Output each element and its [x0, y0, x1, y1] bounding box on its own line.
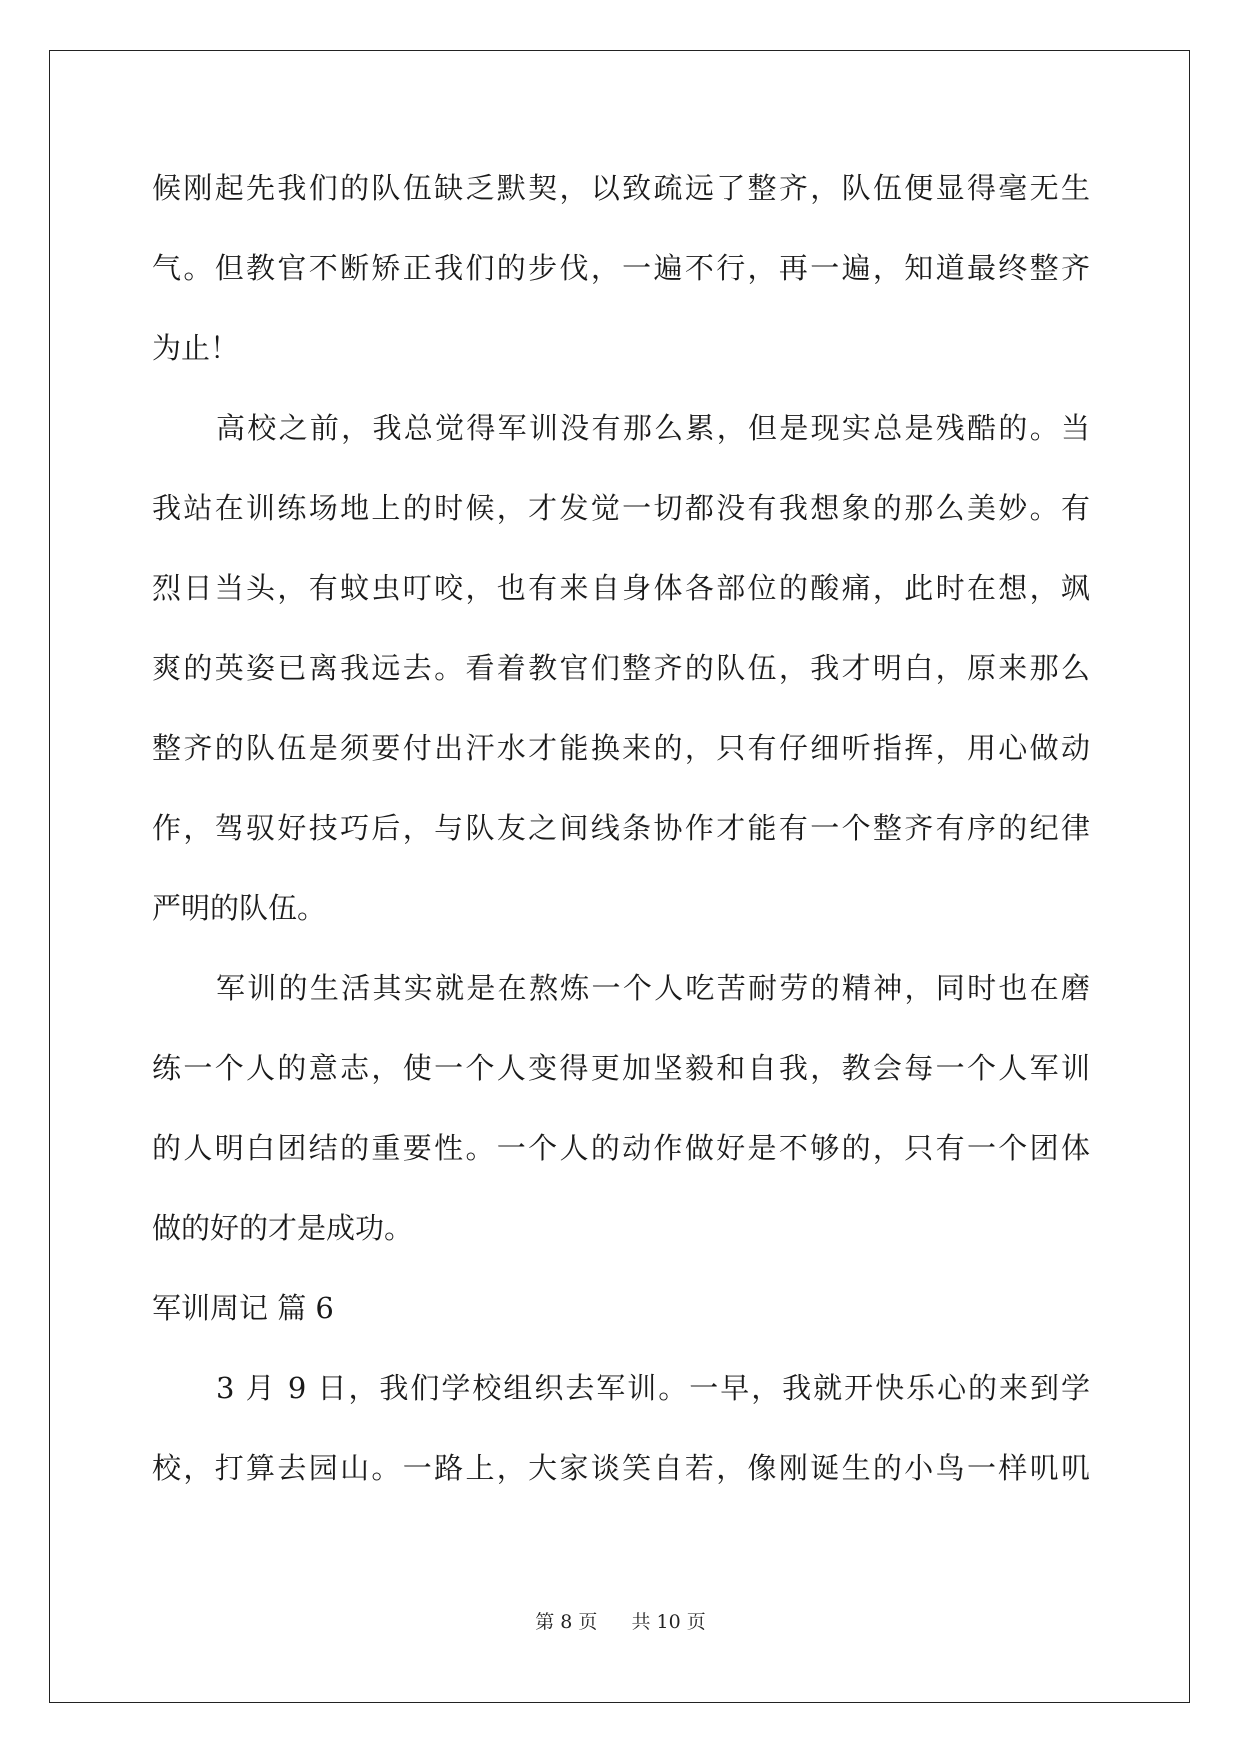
paragraph-start-line: 军训的生活其实就是在熬炼一个人吃苦耐劳的精神，同时也在磨: [216, 971, 1090, 1005]
text-line: 的人明白团结的重要性。一个人的动作做好是不够的，只有一个团体: [152, 1131, 1090, 1165]
text-line: 爽的英姿已离我远去。看着教官们整齐的队伍，我才明白，原来那么: [152, 651, 1090, 685]
text-line: 作，驾驭好技巧后，与队友之间线条协作才能有一个整齐有序的纪律: [152, 811, 1090, 845]
text-line: 整齐的队伍是须要付出汗水才能换来的，只有仔细听指挥，用心做动: [152, 731, 1090, 765]
text-line: 做的好的才是成功。: [152, 1211, 414, 1245]
text-line: 烈日当头，有蚊虫叮咬，也有来自身体各部位的酸痛，此时在想，飒: [152, 571, 1090, 605]
text-line: 严明的队伍。: [152, 891, 327, 925]
paragraph-start-line: 3 月 9 日，我们学校组织去军训。一早，我就开快乐心的来到学: [216, 1371, 1090, 1405]
text-line: 为止！: [152, 331, 240, 365]
text-line: 候刚起先我们的队伍缺乏默契，以致疏远了整齐，队伍便显得毫无生: [152, 171, 1090, 205]
text-line: 练一个人的意志，使一个人变得更加坚毅和自我，教会每一个人军训: [152, 1051, 1090, 1085]
page-total: 共 10 页: [631, 1611, 706, 1633]
page-footer: [0, 1610, 1241, 1634]
text-line: 气。但教官不断矫正我们的步伐，一遍不行，再一遍，知道最终整齐: [152, 251, 1090, 285]
section-heading: 军训周记 篇 6: [152, 1291, 334, 1325]
page-number: 第 8 页: [535, 1611, 598, 1633]
paragraph-start-line: 高校之前，我总觉得军训没有那么累，但是现实总是残酷的。当: [216, 411, 1090, 445]
text-line: 校，打算去园山。一路上，大家谈笑自若，像刚诞生的小鸟一样叽叽: [152, 1451, 1090, 1485]
text-line: 我站在训练场地上的时候，才发觉一切都没有我想象的那么美妙。有: [152, 491, 1090, 525]
